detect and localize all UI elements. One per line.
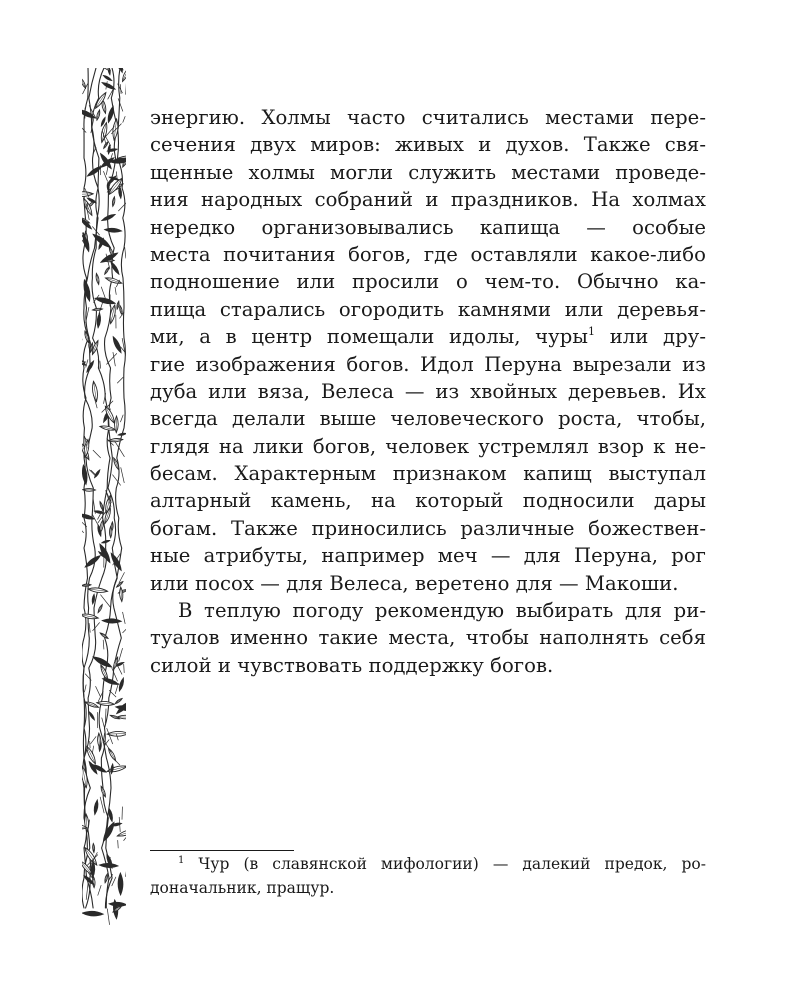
ornament-stroke	[119, 648, 123, 661]
ornament-stroke	[123, 622, 126, 633]
ornament-stroke	[113, 352, 115, 366]
text-line: дуба или вяза, Велеса — из хвойных деревьев. Их	[150, 379, 706, 403]
ornament-stroke	[115, 287, 116, 294]
ornament-stroke	[89, 712, 94, 720]
ornament-stroke	[103, 640, 104, 649]
text-line: или посох — для Велеса, веретено для — Макоши.	[150, 571, 679, 595]
text-line: глядя на лики богов, человек устремлял взор к не-	[150, 434, 706, 458]
text-line: подношение или просили о чем-то. Обычно ка-	[150, 270, 706, 294]
ornament-stroke	[89, 470, 95, 476]
footnote-line	[150, 852, 706, 876]
ornament-stroke	[118, 840, 119, 848]
ornament-stroke	[116, 172, 117, 182]
text-line: сечения двух миров: живых и духов. Также свя-	[150, 133, 706, 157]
footnote	[150, 852, 706, 900]
text-line: пища старались огородить камнями или деревья-	[150, 297, 706, 321]
ornament-stroke	[82, 523, 84, 533]
ornament-stroke	[100, 361, 101, 368]
text-line: гие изображения богов. Идол Перуна вырезали из	[150, 352, 706, 376]
ornament-stroke	[115, 760, 120, 765]
ornament-stroke	[88, 166, 102, 176]
ornament-stroke	[91, 470, 96, 475]
ornament-stroke	[119, 817, 120, 832]
ornament-stroke	[100, 633, 108, 638]
text-line: алтарный камень, на который подносили дары	[150, 489, 706, 513]
footnote-text: Чур (в славянской мифологии) — далекий предок, ро-	[184, 855, 706, 873]
text-line: места почитания богов, где оставляли какое-либо	[150, 242, 706, 266]
ornament-stroke	[96, 686, 101, 696]
text-line: щенные холмы могли служить местами проведе-	[150, 160, 706, 184]
footnote-divider	[150, 850, 294, 851]
ornament-stroke	[87, 747, 96, 764]
ornament-stroke	[91, 737, 96, 744]
text-line: В теплую погоду рекомендую выбирать для ри-	[178, 599, 706, 623]
text-line: ния народных собраний и праздников. На холмах	[150, 188, 706, 212]
text-line: силой и чувствовать поддержку богов.	[150, 653, 554, 677]
ornament-stroke	[89, 623, 90, 632]
ornament-stroke	[121, 468, 124, 483]
ornament-stroke	[119, 573, 124, 584]
text-line	[150, 323, 706, 350]
ornament-stroke	[98, 885, 101, 895]
text-line: энергию. Холмы часто считались местами пере-	[150, 106, 706, 129]
ornament-stroke	[101, 287, 105, 298]
ornament-stroke	[120, 85, 121, 94]
text-line: ные атрибуты, например меч — для Перуна, рог	[150, 544, 706, 568]
text-line: туалов именно такие места, чтобы наполнять себя	[150, 626, 706, 650]
ornament-stroke	[93, 450, 100, 458]
ornament-stroke	[117, 377, 123, 383]
main-text	[150, 104, 706, 679]
ornament-stroke	[115, 683, 118, 693]
footnote-reference[interactable]: 1	[588, 325, 596, 339]
botanical-border-icon	[82, 68, 126, 932]
ornament-stroke	[93, 623, 100, 631]
ornament-stroke	[123, 612, 126, 623]
ornament-stroke	[117, 582, 123, 588]
text-fragment: ми, а в центр помещали идолы, чуры	[150, 325, 588, 349]
paragraph-2	[150, 597, 706, 679]
ornament-stroke	[86, 360, 88, 368]
ornament-stroke	[92, 515, 98, 527]
ornament-stroke	[107, 909, 109, 925]
footnote-marker: 1	[178, 855, 185, 866]
text-line: нередко организовывались капища — особые	[150, 215, 706, 239]
ornament-stroke	[85, 685, 87, 692]
ornament-stroke	[103, 822, 114, 841]
ornament-stroke	[121, 415, 124, 422]
ornament-stroke	[124, 664, 125, 672]
ornament-stroke	[85, 556, 100, 567]
text-line: бесам. Характерным признаком капищ выступал	[150, 462, 706, 486]
text-line: богам. Также приносились различные божествен-	[150, 516, 706, 540]
ornament-stroke	[92, 746, 93, 754]
ornament-stroke	[86, 883, 88, 899]
ornament-stroke	[95, 470, 100, 478]
ornament-stroke	[117, 830, 126, 836]
ornament-stroke	[102, 718, 105, 727]
paragraph-1	[150, 104, 706, 597]
text-fragment: или дру-	[595, 325, 707, 349]
ornament-stroke	[113, 337, 121, 353]
ornament-stroke	[107, 354, 117, 365]
ornament-stroke	[125, 247, 126, 258]
text-line: всегда делали выше человеческого роста, чтобы,	[150, 407, 706, 431]
ornament-stroke	[102, 83, 115, 90]
ornament-stroke	[115, 699, 122, 704]
ornament-stroke	[123, 117, 125, 123]
footnote-line: доначальник, пращур.	[150, 879, 335, 897]
ornament-stroke	[93, 657, 112, 667]
ornament-stroke	[103, 76, 111, 81]
